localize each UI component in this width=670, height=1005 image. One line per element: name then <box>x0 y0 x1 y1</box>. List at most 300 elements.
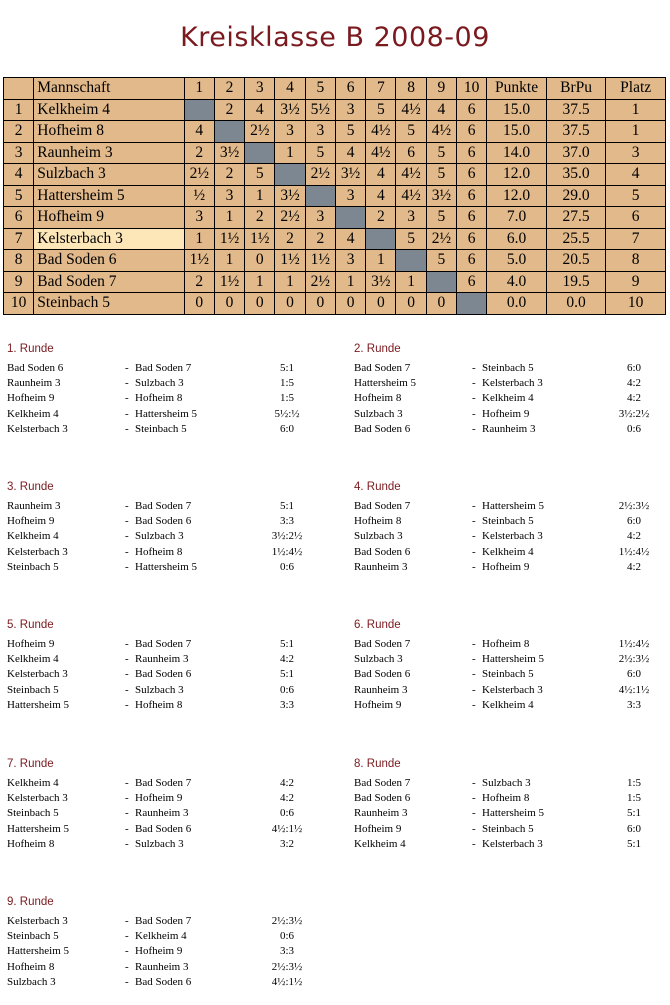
score-cell: 1½ <box>214 228 244 250</box>
score-cell: 2 <box>184 271 214 293</box>
score-cell: 4½ <box>396 99 426 121</box>
crosstable <box>3 77 666 315</box>
self-cell <box>426 271 456 293</box>
away-team: Bad Soden 6 <box>135 822 192 835</box>
home-team: Steinbach 5 <box>7 930 59 943</box>
team-cell: Steinbach 5 <box>34 293 184 315</box>
round-block <box>354 757 670 852</box>
home-team: Sulzbach 3 <box>354 530 403 543</box>
home-team: Bad Soden 7 <box>354 362 411 374</box>
score-cell: 6 <box>457 250 487 272</box>
score-cell: 2 <box>245 207 275 229</box>
game-row <box>354 791 670 806</box>
score-cell: 4 <box>426 99 456 121</box>
home-team: Bad Soden 6 <box>354 668 411 681</box>
away-team: Raunheim 3 <box>135 960 189 973</box>
score-cell: 2½ <box>245 121 275 143</box>
score-cell: 3 <box>396 207 426 229</box>
away-team: Sulzbach 3 <box>135 683 184 696</box>
round-block <box>7 895 327 990</box>
table-row <box>4 250 666 272</box>
game-row <box>7 545 327 560</box>
score-cell: 3 <box>275 121 305 143</box>
self-cell <box>457 293 487 315</box>
table-row <box>4 293 666 315</box>
platz-cell: 4 <box>606 164 666 186</box>
score-cell: 3 <box>305 121 335 143</box>
game-row <box>354 529 670 544</box>
game-row <box>354 637 670 652</box>
separator: - <box>125 822 129 835</box>
game-result: 5:1 <box>279 500 295 512</box>
score-cell: 0 <box>275 293 305 315</box>
game-row <box>7 791 327 806</box>
score-cell: 1½ <box>245 228 275 250</box>
away-team: Bad Soden 7 <box>135 638 192 650</box>
home-team: Bad Soden 6 <box>354 545 411 558</box>
score-cell: 4½ <box>396 164 426 186</box>
round-title: 2. Runde <box>354 343 401 355</box>
score-cell: 4 <box>335 142 365 164</box>
away-team: Kelsterbach 3 <box>482 377 543 390</box>
away-team: Sulzbach 3 <box>135 530 184 543</box>
score-cell: 2½ <box>426 228 456 250</box>
separator: - <box>125 792 129 805</box>
header-cell: 7 <box>366 78 396 100</box>
self-cell <box>305 185 335 207</box>
round-title: 5. Runde <box>7 619 54 631</box>
home-team: Hofheim 9 <box>7 515 55 528</box>
separator: - <box>125 930 129 943</box>
separator: - <box>125 638 129 650</box>
rank-cell: 4 <box>4 164 34 186</box>
game-row <box>7 698 327 713</box>
game-result: 3:3 <box>279 945 295 958</box>
score-cell: 3 <box>335 185 365 207</box>
separator: - <box>472 683 476 696</box>
separator: - <box>125 377 129 390</box>
separator: - <box>125 915 129 927</box>
game-result: 4:2 <box>279 777 295 789</box>
away-team: Kelkheim 4 <box>135 930 187 943</box>
away-team: Bad Soden 6 <box>135 515 192 528</box>
score-cell: 3½ <box>335 164 365 186</box>
home-team: Steinbach 5 <box>7 683 59 696</box>
away-team: Bad Soden 6 <box>135 668 192 681</box>
header-cell: 2 <box>214 78 244 100</box>
score-cell: 1 <box>275 271 305 293</box>
game-row <box>354 499 670 514</box>
home-team: Hofheim 8 <box>7 837 55 850</box>
away-team: Kelkheim 4 <box>482 698 534 711</box>
platz-cell: 3 <box>606 142 666 164</box>
separator: - <box>472 407 476 420</box>
game-row <box>7 975 327 990</box>
game-row <box>7 914 327 929</box>
home-team: Kelkheim 4 <box>7 530 59 543</box>
separator: - <box>472 515 476 528</box>
away-team: Steinbach 5 <box>482 668 534 681</box>
score-cell: 5 <box>426 142 456 164</box>
round-block <box>354 480 670 575</box>
home-team: Kelkheim 4 <box>7 777 59 789</box>
separator: - <box>472 822 476 835</box>
game-row <box>354 667 670 682</box>
home-team: Sulzbach 3 <box>7 975 56 988</box>
score-cell: 1 <box>245 271 275 293</box>
score-cell: 2 <box>184 142 214 164</box>
home-team: Raunheim 3 <box>354 683 408 696</box>
away-team: Steinbach 5 <box>482 822 534 835</box>
separator: - <box>125 945 129 958</box>
header-cell: 10 <box>457 78 487 100</box>
away-team: Hattersheim 5 <box>482 653 545 666</box>
separator: - <box>472 545 476 558</box>
game-row <box>7 683 327 698</box>
game-result: 3½:2½ <box>271 530 303 543</box>
home-team: Kelsterbach 3 <box>7 668 68 681</box>
game-result: 0:6 <box>626 422 642 435</box>
header-cell: 5 <box>305 78 335 100</box>
page-title: Kreisklasse B 2008-09 <box>180 22 490 53</box>
score-cell: 0 <box>335 293 365 315</box>
round-block <box>7 480 327 575</box>
away-team: Hofheim 9 <box>135 945 183 958</box>
team-cell: Hofheim 9 <box>34 207 184 229</box>
self-cell <box>396 250 426 272</box>
home-team: Bad Soden 7 <box>354 777 411 789</box>
header-cell: 1 <box>184 78 214 100</box>
separator: - <box>125 777 129 789</box>
game-row <box>7 407 327 422</box>
rank-cell: 6 <box>4 207 34 229</box>
rank-cell: 9 <box>4 271 34 293</box>
separator: - <box>125 683 129 696</box>
round-title: 7. Runde <box>7 758 54 770</box>
home-team: Hofheim 9 <box>354 698 402 711</box>
header-cell <box>4 78 34 100</box>
home-team: Kelkheim 4 <box>7 653 59 666</box>
separator: - <box>125 500 129 512</box>
header-cell: 3 <box>245 78 275 100</box>
score-cell: 0 <box>245 250 275 272</box>
home-team: Hattersheim 5 <box>354 377 417 390</box>
away-team: Hofheim 8 <box>482 792 530 805</box>
score-cell: 1 <box>214 250 244 272</box>
separator: - <box>472 530 476 543</box>
away-team: Bad Soden 7 <box>135 500 192 512</box>
away-team: Bad Soden 7 <box>135 915 192 927</box>
rank-cell: 3 <box>4 142 34 164</box>
score-cell: 3½ <box>426 185 456 207</box>
home-team: Hofheim 8 <box>7 960 55 973</box>
score-cell: 0 <box>305 293 335 315</box>
game-result: 0:6 <box>279 930 295 943</box>
home-team: Bad Soden 6 <box>354 422 411 435</box>
table-row <box>4 185 666 207</box>
round-title: 4. Runde <box>354 481 401 493</box>
game-result: 0:6 <box>279 683 295 696</box>
home-team: Hofheim 9 <box>354 822 402 835</box>
header-cell: Platz <box>606 78 666 100</box>
game-result: 1:5 <box>626 777 642 789</box>
self-cell <box>275 164 305 186</box>
score-cell: 1 <box>366 250 396 272</box>
platz-cell: 6 <box>606 207 666 229</box>
score-cell: 1½ <box>214 271 244 293</box>
score-cell: 1 <box>275 142 305 164</box>
separator: - <box>125 392 129 405</box>
away-team: Steinbach 5 <box>482 515 534 528</box>
score-cell: 4 <box>366 164 396 186</box>
round-title: 3. Runde <box>7 481 54 493</box>
game-result: 6:0 <box>626 362 642 374</box>
score-cell: 4 <box>366 185 396 207</box>
game-result: 5:1 <box>279 362 295 374</box>
separator: - <box>472 698 476 711</box>
game-row <box>7 361 327 376</box>
home-team: Hofheim 8 <box>354 392 402 405</box>
score-cell: 6 <box>457 228 487 250</box>
round-title: 8. Runde <box>354 758 401 770</box>
score-cell: 1 <box>396 271 426 293</box>
home-team: Sulzbach 3 <box>354 407 403 420</box>
away-team: Bad Soden 7 <box>135 362 192 374</box>
self-cell <box>214 121 244 143</box>
rank-cell: 5 <box>4 185 34 207</box>
score-cell: 3 <box>214 185 244 207</box>
game-result: 5:1 <box>279 668 295 681</box>
header-cell: 9 <box>426 78 456 100</box>
home-team: Kelsterbach 3 <box>7 915 68 927</box>
game-result: 6:0 <box>626 822 642 835</box>
brpu-cell: 25.5 <box>546 228 606 250</box>
away-team: Sulzbach 3 <box>135 377 184 390</box>
score-cell: 1 <box>184 228 214 250</box>
game-result: 2½:3½ <box>618 653 650 666</box>
score-cell: 6 <box>457 185 487 207</box>
separator: - <box>472 500 476 512</box>
table-row <box>4 271 666 293</box>
brpu-cell: 37.5 <box>546 121 606 143</box>
score-cell: 5 <box>396 228 426 250</box>
rank-cell: 7 <box>4 228 34 250</box>
away-team: Sulzbach 3 <box>482 777 531 789</box>
game-result: 4:2 <box>626 377 642 390</box>
away-team: Hofheim 8 <box>482 638 530 650</box>
score-cell: 5 <box>426 250 456 272</box>
game-row <box>7 391 327 406</box>
score-cell: 6 <box>457 271 487 293</box>
self-cell <box>335 207 365 229</box>
punkte-cell: 4.0 <box>487 271 547 293</box>
score-cell: 0 <box>426 293 456 315</box>
separator: - <box>125 530 129 543</box>
platz-cell: 5 <box>606 185 666 207</box>
round-block <box>354 342 670 437</box>
game-result: 3:3 <box>279 698 295 711</box>
score-cell: 6 <box>457 121 487 143</box>
score-cell: 6 <box>457 142 487 164</box>
game-result: 4:2 <box>626 530 642 543</box>
score-cell: 5 <box>426 207 456 229</box>
game-row <box>7 652 327 667</box>
separator: - <box>472 362 476 374</box>
brpu-cell: 35.0 <box>546 164 606 186</box>
game-row <box>354 822 670 837</box>
game-row <box>7 960 327 975</box>
game-result: 4½:1½ <box>271 822 303 835</box>
separator: - <box>125 975 129 988</box>
game-row <box>354 376 670 391</box>
game-row <box>7 837 327 852</box>
score-cell: 2 <box>275 228 305 250</box>
separator: - <box>125 653 129 666</box>
home-team: Raunheim 3 <box>7 500 61 512</box>
away-team: Raunheim 3 <box>482 422 536 435</box>
score-cell: 1½ <box>305 250 335 272</box>
score-cell: 2 <box>214 164 244 186</box>
table-row <box>4 228 666 250</box>
game-row <box>7 376 327 391</box>
separator: - <box>472 792 476 805</box>
score-cell: 0 <box>396 293 426 315</box>
home-team: Hattersheim 5 <box>7 945 70 958</box>
game-row <box>354 560 670 575</box>
game-result: 4:2 <box>626 392 642 405</box>
game-result: 5:1 <box>626 807 642 820</box>
round-title: 6. Runde <box>354 619 401 631</box>
away-team: Kelsterbach 3 <box>482 530 543 543</box>
score-cell: 4½ <box>366 121 396 143</box>
score-cell: 1 <box>245 185 275 207</box>
crosstable-header <box>4 78 666 100</box>
score-cell: 2½ <box>305 271 335 293</box>
separator: - <box>125 545 129 558</box>
away-team: Hofheim 9 <box>482 560 530 573</box>
round-title: 9. Runde <box>7 896 54 908</box>
away-team: Raunheim 3 <box>135 807 189 820</box>
home-team: Hofheim 9 <box>7 392 55 405</box>
game-result: 6:0 <box>626 668 642 681</box>
team-cell: Sulzbach 3 <box>34 164 184 186</box>
platz-cell: 1 <box>606 99 666 121</box>
away-team: Steinbach 5 <box>135 422 187 435</box>
game-result: 4:2 <box>626 560 642 573</box>
game-result: 1:5 <box>279 377 295 390</box>
game-row <box>7 806 327 821</box>
home-team: Bad Soden 6 <box>354 792 411 805</box>
game-result: 3:3 <box>626 698 642 711</box>
separator: - <box>125 807 129 820</box>
game-row <box>354 652 670 667</box>
game-row <box>354 545 670 560</box>
score-cell: 2 <box>305 228 335 250</box>
game-result: 6:0 <box>626 515 642 528</box>
away-team: Hofheim 9 <box>135 792 183 805</box>
brpu-cell: 19.5 <box>546 271 606 293</box>
score-cell: 1 <box>214 207 244 229</box>
home-team: Raunheim 3 <box>354 560 408 573</box>
score-cell: 0 <box>184 293 214 315</box>
away-team: Hattersheim 5 <box>135 407 198 420</box>
away-team: Bad Soden 6 <box>135 975 192 988</box>
table-row <box>4 207 666 229</box>
game-row <box>354 422 670 437</box>
away-team: Kelsterbach 3 <box>482 837 543 850</box>
game-result: 0:6 <box>279 807 295 820</box>
score-cell: 2½ <box>275 207 305 229</box>
game-row <box>354 683 670 698</box>
separator: - <box>125 837 129 850</box>
game-row <box>7 667 327 682</box>
home-team: Steinbach 5 <box>7 560 59 573</box>
score-cell: 6 <box>457 164 487 186</box>
self-cell <box>184 99 214 121</box>
separator: - <box>472 777 476 789</box>
separator: - <box>125 698 129 711</box>
header-team: Mannschaft <box>34 78 184 100</box>
home-team: Bad Soden 7 <box>354 500 411 512</box>
score-cell: 6 <box>457 99 487 121</box>
score-cell: 2 <box>366 207 396 229</box>
away-team: Raunheim 3 <box>135 653 189 666</box>
rank-cell: 10 <box>4 293 34 315</box>
team-cell: Hattersheim 5 <box>34 185 184 207</box>
game-result: 1½:4½ <box>618 545 650 558</box>
away-team: Hofheim 8 <box>135 698 183 711</box>
game-row <box>7 637 327 652</box>
game-result: 1:5 <box>279 392 295 405</box>
game-row <box>7 776 327 791</box>
game-row <box>7 929 327 944</box>
header-cell: BrPu <box>546 78 606 100</box>
score-cell: 5 <box>366 99 396 121</box>
platz-cell: 10 <box>606 293 666 315</box>
home-team: Hofheim 9 <box>7 638 55 650</box>
header-cell: 6 <box>335 78 365 100</box>
game-row <box>354 361 670 376</box>
home-team: Hattersheim 5 <box>7 822 70 835</box>
game-result: 5:1 <box>279 638 295 650</box>
separator: - <box>125 515 129 528</box>
game-result: 2½:3½ <box>271 915 303 927</box>
punkte-cell: 12.0 <box>487 164 547 186</box>
game-row <box>354 407 670 422</box>
score-cell: 5 <box>245 164 275 186</box>
game-result: 3:3 <box>279 515 295 528</box>
team-cell: Bad Soden 6 <box>34 250 184 272</box>
game-result: 1½:4½ <box>618 638 650 650</box>
score-cell: 6 <box>457 207 487 229</box>
game-row <box>7 499 327 514</box>
score-cell: 1½ <box>184 250 214 272</box>
score-cell: 3½ <box>366 271 396 293</box>
game-result: 6:0 <box>279 422 295 435</box>
home-team: Kelsterbach 3 <box>7 545 68 558</box>
game-row <box>7 514 327 529</box>
table-row <box>4 164 666 186</box>
separator: - <box>125 560 129 573</box>
game-result: 2½:3½ <box>618 500 650 512</box>
brpu-cell: 0.0 <box>546 293 606 315</box>
game-result: 1½:4½ <box>271 545 303 558</box>
punkte-cell: 15.0 <box>487 121 547 143</box>
score-cell: 4 <box>245 99 275 121</box>
team-cell: Hofheim 8 <box>34 121 184 143</box>
team-cell: Kelsterbach 3 <box>34 228 184 250</box>
brpu-cell: 37.5 <box>546 99 606 121</box>
